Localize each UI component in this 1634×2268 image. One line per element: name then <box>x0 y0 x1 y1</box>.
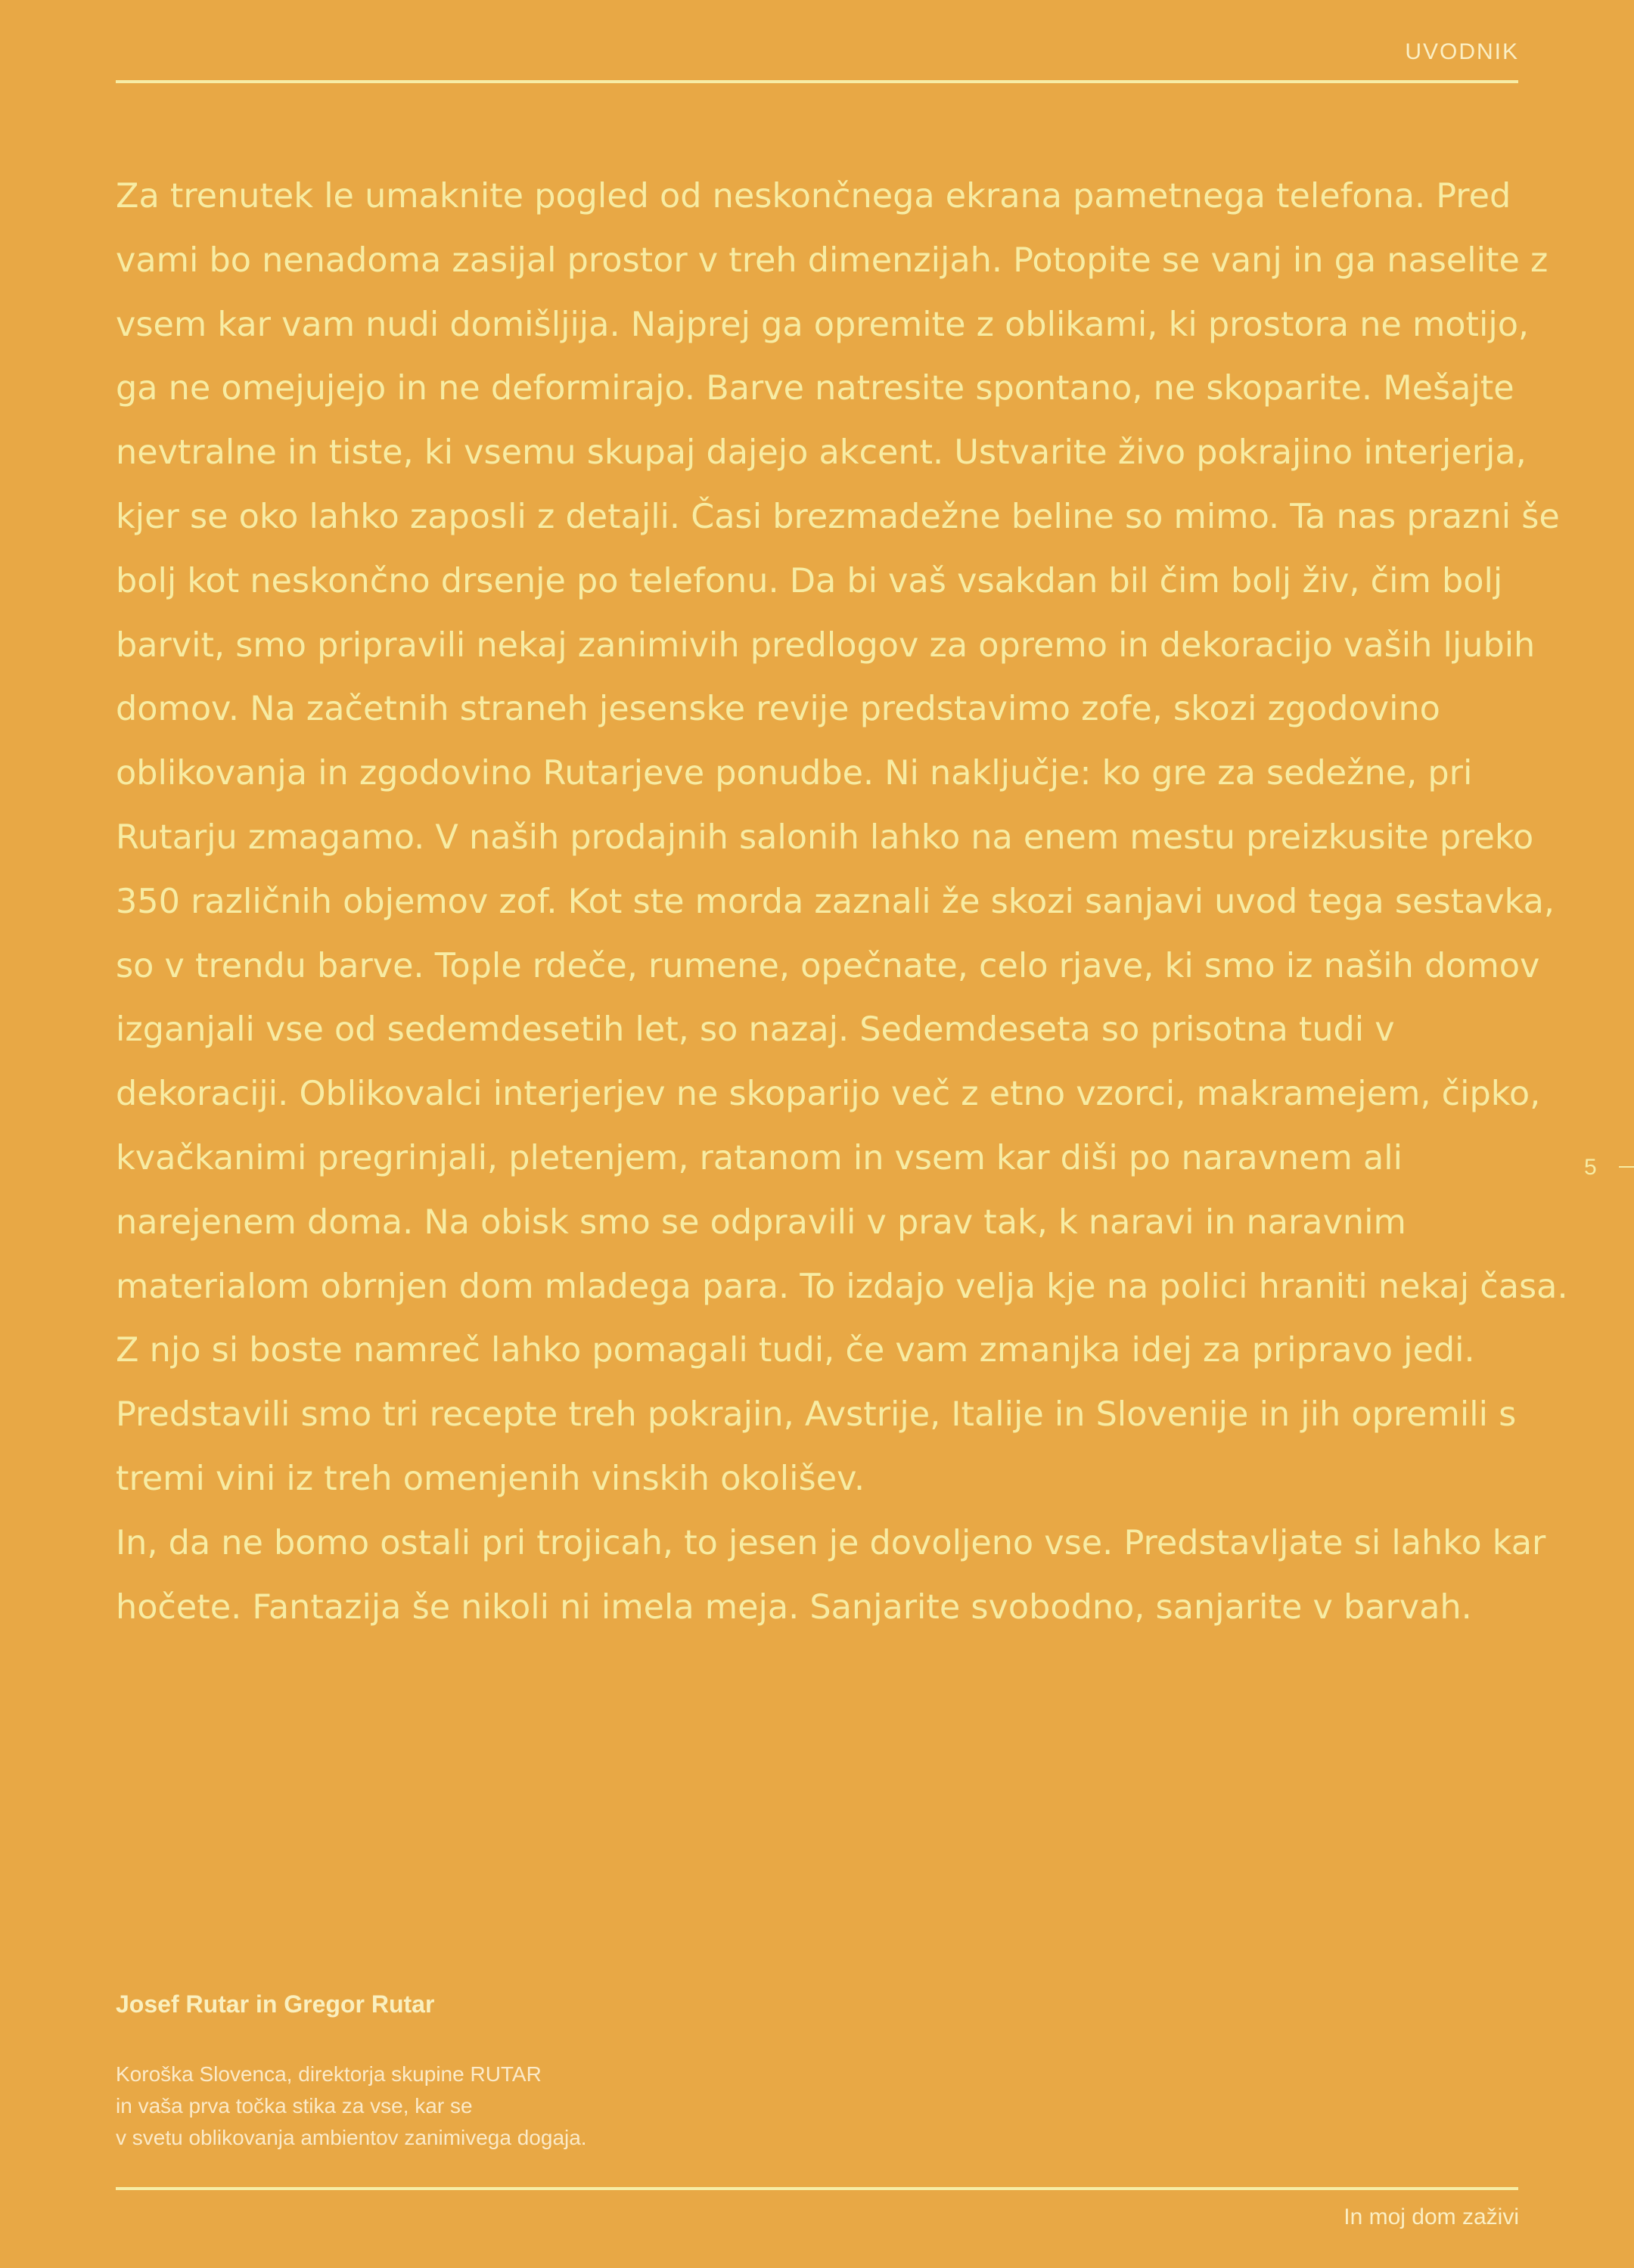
signature-role-line-1: Koroška Slovenca, direktorja skupine RUTAR <box>116 2062 542 2086</box>
signature-role-line-2: in vaša prva točka stika za vse, kar se <box>116 2094 473 2118</box>
article-body <box>116 165 1568 1640</box>
top-divider <box>116 80 1518 83</box>
article-paragraph-1: Za trenutek le umaknite pogled od neskončnega ekrana pametnega telefona. Pred vami bo nenadoma zasijal prostor v treh dimenzijah. Potopite se vanj in ga naselite z vsem kar vam nudi domišljija. Najprej ga opremite z oblikami, ki prostora ne motijo, ga ne omejujejo in ne deformirajo. Barve natresite spontano, ne skoparite. Mešajte nevtralne in tiste, ki vsemu skupaj dajejo akcent. Ustvarite živo pokrajino interjerja, kjer se oko lahko zaposli z detajli. Časi brezmadežne beline so mimo. Ta nas prazni še bolj kot neskončno drsenje po telefonu. Da bi vaš vsakdan bil čim bolj živ, čim bolj barvit, smo pripravili nekaj zanimivih predlogov za opremo in dekoracijo vaših ljubih domov. Na začetnih straneh jesenske revije predstavimo zofe, skozi zgodovino oblikovanja in zgodovino Rutarjeve ponudbe. Ni naključje: ko gre za sedežne, pri Rutarju zmagamo. V naših prodajnih salonih lahko na enem mestu preizkusite preko 350 različnih objemov zof. Kot ste morda zaznali že skozi sanjavi uvod tega sestavka, so v trendu barve. Tople rdeče, rumene, opečnate, celo rjave, ki smo iz naših domov izganjali vse od sedemdesetih let, so nazaj. Sedemdeseta so prisotna tudi v dekoraciji. Oblikovalci interjerjev ne skoparijo več z etno vzorci, makramejem, čipko, kvačkanimi pregrinjali, pletenjem, ratanom in vsem kar diši po naravnem ali narejenem doma. Na obisk smo se odpravili v prav tak, k naravi in naravnim materialom obrnjen dom mladega para. To izdajo velja kje na polici hraniti nekaj časa. Z njo si boste namreč lahko pomagali tudi, če vam zmanjka idej za pripravo jedi. Predstavili smo tri recepte treh pokrajin, Avstrije, Italije in Slovenije in jih opremili s tremi vini iz treh omenjenih vinskih okolišev. <box>116 177 1568 1498</box>
footer-tagline: In moj dom zaživi <box>1344 2204 1519 2229</box>
signature-role-line-3: v svetu oblikovanja ambientov zanimivega dogaja. <box>116 2126 587 2149</box>
signature-role <box>116 2059 587 2154</box>
article-paragraph-2: In, da ne bomo ostali pri trojicah, to jesen je dovoljeno vse. Predstavljate si lahko kar hočete. Fantazija še nikoli ni imela meja. Sanjarite svobodno, sanjarite v barvah. <box>116 1523 1546 1627</box>
bottom-divider <box>116 2187 1518 2190</box>
signature-name: Josef Rutar in Gregor Rutar <box>116 1990 435 2018</box>
section-label: UVODNIK <box>1405 39 1519 64</box>
page-number-tick <box>1619 1166 1634 1168</box>
page-number: 5 <box>1584 1155 1597 1180</box>
